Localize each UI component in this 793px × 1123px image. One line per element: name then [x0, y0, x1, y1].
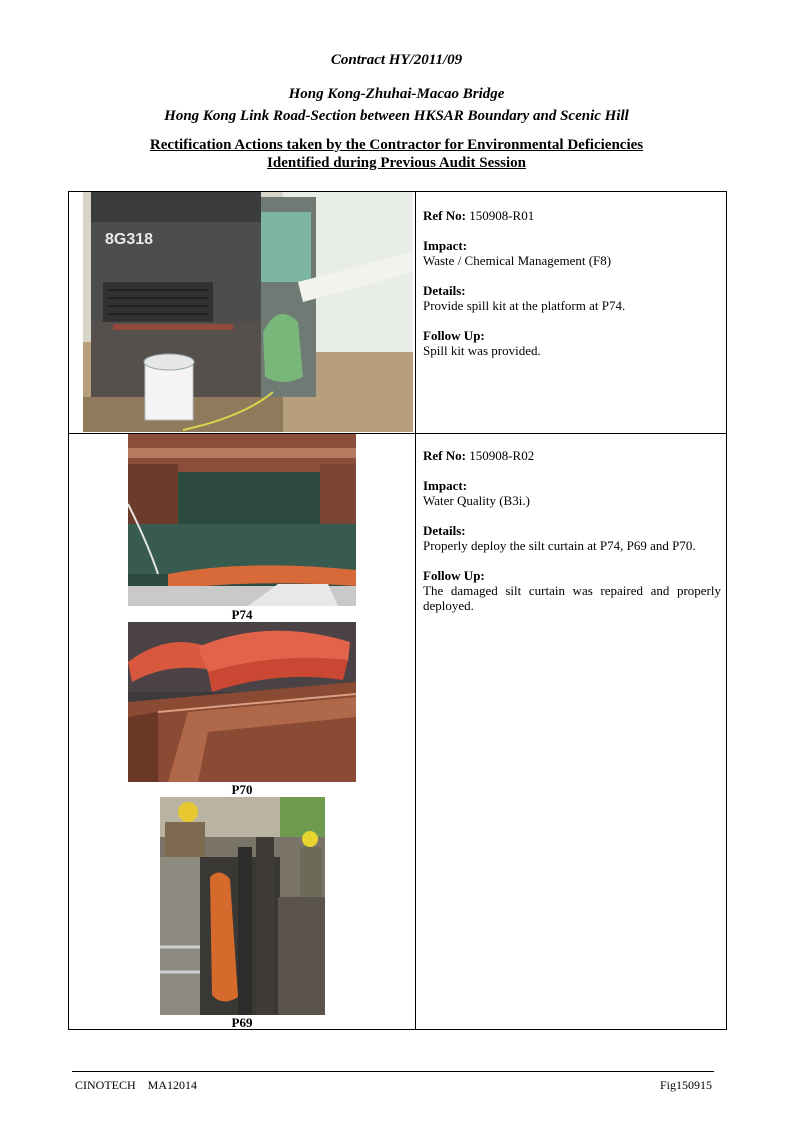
- follow-up-value: Spill kit was provided.: [423, 343, 541, 358]
- caption-p74: P74: [231, 607, 253, 622]
- row1-info: [423, 208, 721, 358]
- document-title-line2: Identified during Previous Audit Session: [267, 155, 526, 171]
- project-title-line2: Hong Kong Link Road-Section between HKSAR Boundary and Scenic Hill: [164, 108, 629, 124]
- details-label: Details:: [423, 523, 466, 538]
- ref-number: 150908-R02: [469, 448, 535, 463]
- footer-divider: [72, 1071, 714, 1072]
- caption-p69: P69: [231, 1015, 253, 1030]
- ref-number: 150908-R01: [469, 208, 535, 223]
- ref-label: Ref No:: [423, 448, 466, 463]
- details-value: Properly deploy the silt curtain at P74, P69 and P70.: [423, 538, 696, 553]
- impact-label: Impact:: [423, 238, 468, 253]
- column-divider: [415, 192, 416, 1029]
- follow-up-value: The damaged silt curtain was repaired and properly deployed.: [423, 583, 721, 613]
- caption-p70: P70: [231, 782, 253, 797]
- footer-figure-number: Fig150915: [659, 1078, 712, 1092]
- photo-p70: [128, 622, 356, 782]
- row2-info: [423, 448, 721, 613]
- impact-value: Waste / Chemical Management (F8): [423, 253, 612, 268]
- footer-company: CINOTECH MA12014: [75, 1078, 197, 1092]
- ref-label: Ref No:: [423, 208, 466, 223]
- details-value: Provide spill kit at the platform at P74.: [423, 298, 626, 313]
- contract-number: Contract HY/2011/09: [330, 52, 463, 68]
- generator-label: 8G318: [105, 231, 154, 248]
- details-label: Details:: [423, 283, 466, 298]
- follow-up-label: Follow Up:: [423, 568, 485, 583]
- rectification-table: [68, 191, 727, 1030]
- document-title-line1: Rectification Actions taken by the Contractor for Environmental Deficiencies: [149, 137, 644, 153]
- project-title-line1: Hong Kong-Zhuhai-Macao Bridge: [288, 86, 505, 102]
- photo-p69: [160, 797, 325, 1015]
- photo-generator-spill-kit: [83, 192, 413, 432]
- follow-up-label: Follow Up:: [423, 328, 485, 343]
- impact-value: Water Quality (B3i.): [423, 493, 530, 508]
- impact-label: Impact:: [423, 478, 468, 493]
- photo-p74: [128, 434, 356, 606]
